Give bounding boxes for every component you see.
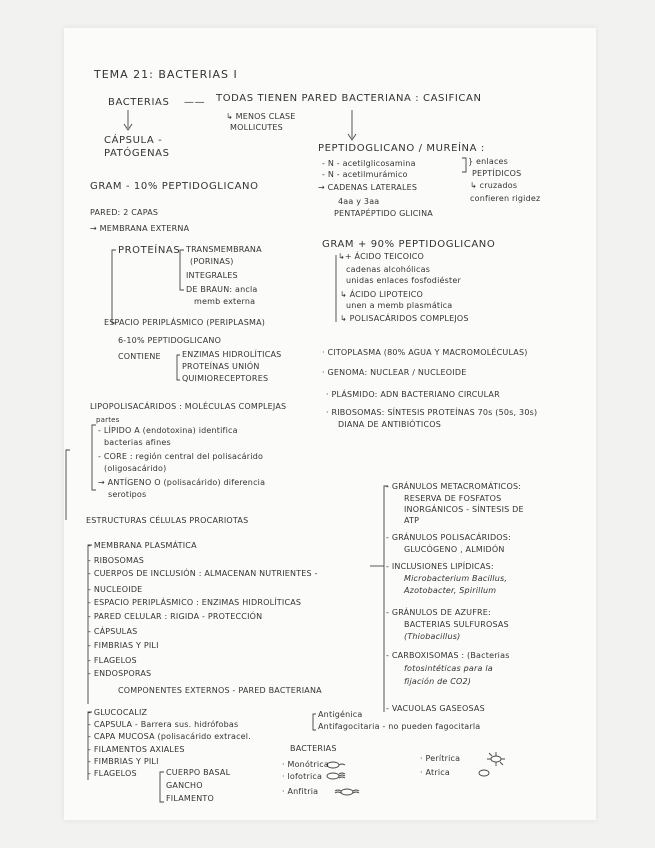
transmembrana: TRANSMEMBRANA — [186, 245, 262, 254]
glucogeno-almidon: GLUCÓGENO , ALMIDÓN — [404, 545, 505, 554]
thiobacillus: (Thiobacillus) — [404, 632, 461, 641]
list-item: - MEMBRANA PLASMÁTICA — [88, 541, 197, 550]
dash: —— — [184, 97, 206, 108]
cuerpo-basal: CUERPO BASAL — [166, 768, 231, 777]
granulos-polisacaridos: - GRÁNULOS POLISACÁRIDOS: — [386, 533, 511, 542]
cadenas-alcoholicas: cadenas alcohólicas — [346, 265, 431, 274]
capsula-barrera: - CAPSULA - Barrera sus. hidrófobas — [88, 720, 239, 729]
granulos-metacromaticos: - GRÁNULOS METACROMÁTICOS: — [386, 482, 522, 491]
atrica: · Atrica — [420, 768, 450, 777]
diana-antibioticos: DIANA DE ANTIBIÓTICOS — [338, 420, 442, 429]
lipido-a: - LÍPIDO A (endotoxina) identifica — [98, 426, 238, 435]
unen-memb-plasmatica: unen a memb plasmática — [346, 301, 453, 310]
atp: ATP — [404, 516, 420, 525]
azotobacter: Azotobacter, Spirillum — [404, 586, 497, 595]
peptido-line-1: - N - acetilglicosamina — [322, 159, 416, 168]
list-item: - RIBOSOMAS — [88, 556, 145, 565]
quimioreceptores: QUIMIORECEPTORES — [182, 374, 269, 383]
peritrica: · Perítrica — [420, 754, 461, 763]
porinas: (PORINAS) — [190, 257, 234, 266]
memb-externa: memb externa — [194, 297, 256, 306]
fijacion-co2: fijación de CO2) — [404, 677, 472, 686]
granulos-azufre: - GRÁNULOS DE AZUFRE: — [386, 608, 491, 617]
gram-negative-line: GRAM - 10% PEPTIDOGLICANO — [90, 181, 259, 192]
gram-positive-line: GRAM + 90% PEPTIDOGLICANO — [322, 239, 496, 250]
peptido-right-3: ↳ cruzados — [470, 181, 518, 190]
serotipos: serotipos — [108, 490, 147, 499]
antifagocitaria: Antifagocitaria - no pueden fagocitarla — [318, 722, 481, 731]
capa-mucosa: - CAPA MUCOSA (polisacárido extracel. — [88, 732, 251, 741]
filamentos-axiales: - FILAMENTOS AXIALES — [88, 745, 185, 754]
monotrica: · Monótrica — [282, 760, 329, 769]
microbacterium: Microbacterium Bacillus, — [404, 574, 508, 583]
acido-lipoteico: ↳ ÁCIDO LIPOTEICO — [340, 290, 424, 299]
inclusiones-lipidicas: - INCLUSIONES LIPÍDICAS: — [386, 562, 494, 571]
fimbrias-pili: - FIMBRIAS Y PILI — [88, 757, 159, 766]
polisacaridos-complejos: ↳ POLISACÁRIDOS COMPLEJOS — [340, 314, 469, 323]
citoplasma: · CITOPLASMA (80% AGUA Y MACROMOLÉCULAS) — [322, 348, 528, 357]
espacio-periplasmico: ESPACIO PERIPLÁSMICO (PERIPLASMA) — [104, 318, 266, 327]
vacuolas-gaseosas: - VACUOLAS GASEOSAS — [386, 704, 485, 713]
ribosomas-sintesis: · RIBOSOMAS: SÍNTESIS PROTEÍNAS 70s (50s, 30s) — [326, 408, 538, 417]
core: - CORE : región central del polisacárido — [98, 452, 264, 461]
page-title: TEMA 21: BACTERIAS I — [94, 68, 238, 81]
todas-tienen-pared: TODAS TIENEN PARED BACTERIANA : CASIFICAN — [216, 93, 482, 104]
mollicutes: MOLLICUTES — [230, 123, 283, 132]
list-item: - PARED CELULAR : RIGIDA - PROTECCIÓN — [88, 612, 263, 621]
de-braun: DE BRAUN: ancla — [186, 285, 258, 294]
componentes-externos-heading: COMPONENTES EXTERNOS - PARED BACTERIANA — [118, 686, 322, 695]
enzimas-hidroliticas: ENZIMAS HIDROLÍTICAS — [182, 350, 282, 359]
estructuras-heading: ESTRUCTURAS CÉLULAS PROCARIOTAS — [86, 516, 249, 525]
oligosacarido: (oligosacárido) — [104, 464, 167, 473]
plasmido: · PLÁSMIDO: ADN BACTERIANO CIRCULAR — [326, 390, 500, 399]
list-item: - ENDOSPORAS — [88, 669, 152, 678]
menos-clase: ↳ MENOS CLASE — [226, 112, 296, 121]
glucocaliz: - GLUCOCALIZ — [88, 708, 148, 717]
integrales: INTEGRALES — [186, 271, 238, 280]
antigenica: Antigénica — [318, 710, 363, 719]
carboxisomas: - CARBOXISOMAS : (Bacterias — [386, 651, 510, 660]
peptido-right-1: } enlaces — [468, 157, 509, 166]
proteinas-union: PROTEÍNAS UNIÓN — [182, 362, 260, 371]
contiene-label: CONTIENE — [118, 352, 161, 361]
anfitria: · Anfitria — [282, 787, 319, 796]
lipopolisacaridos-heading: LIPOPOLISACÁRIDOS : MOLÉCULAS COMPLEJAS — [90, 402, 287, 411]
peptido-line-4: 4aa y 3aa — [338, 197, 380, 206]
peptido-right-2: PEPTÍDICOS — [472, 169, 522, 178]
gancho: GANCHO — [166, 781, 203, 790]
peptido-line-2: - N - acetilmurámico — [322, 170, 408, 179]
list-item: - ESPACIO PERIPLÁSMICO : ENZIMAS HIDROLÍTICAS — [88, 598, 302, 607]
genoma: · GENOMA: NUCLEAR / NUCLEOIDE — [322, 368, 467, 377]
filamento: FILAMENTO — [166, 794, 214, 803]
peptido-6-10: 6-10% PEPTIDOGLICANO — [118, 336, 222, 345]
acido-teicoico: ↳+ ÁCIDO TEICOICO — [338, 252, 425, 261]
list-item: - FLAGELOS — [88, 656, 137, 665]
peptido-line-3: → CADENAS LATERALES — [318, 183, 418, 192]
flagelos-label: - FLAGELOS — [88, 769, 137, 778]
enlaces-fosfodiester: unidas enlaces fosfodiéster — [346, 276, 461, 285]
membrana-externa: → MEMBRANA EXTERNA — [90, 224, 190, 233]
list-item: - FIMBRIAS Y PILI — [88, 641, 159, 650]
peptido-line-5: PENTAPÉPTIDO GLICINA — [334, 209, 433, 218]
reserva-fosfatos: RESERVA DE FOSFATOS — [404, 494, 502, 503]
fotosinteticas: fotosintéticas para la — [404, 664, 493, 673]
patogenas-label: PATÓGENAS — [104, 148, 170, 159]
list-item: - NUCLEOIDE — [88, 585, 143, 594]
list-item: - CUERPOS DE INCLUSIÓN : ALMACENAN NUTRIENTES - — [88, 569, 318, 578]
capsula-label: CÁPSULA - — [104, 135, 163, 146]
peptidoglicano-heading: PEPTIDOGLICANO / MUREÍNA : — [318, 143, 485, 154]
bacterias-sulfurosas: BACTERIAS SULFUROSAS — [404, 620, 509, 629]
proteinas-label: PROTEÍNAS — [118, 245, 181, 256]
peptido-right-4: confieren rigidez — [470, 194, 541, 203]
inorganicos-sintesis: INORGÁNICOS - SÍNTESIS DE — [404, 505, 524, 514]
bacterias-flag-heading: BACTERIAS — [290, 744, 337, 753]
bacterias-afines: bacterias afines — [104, 438, 171, 447]
antigeno-o: → ANTÍGENO O (polisacárido) diferencia — [98, 478, 266, 487]
bacterias-label: BACTERIAS — [108, 97, 170, 108]
lofotrica: · lofotrica — [282, 772, 323, 781]
pared-dos-capas: PARED: 2 CAPAS — [90, 208, 159, 217]
list-item: - CÁPSULAS — [88, 627, 138, 636]
partes-label: partes — [96, 416, 120, 424]
